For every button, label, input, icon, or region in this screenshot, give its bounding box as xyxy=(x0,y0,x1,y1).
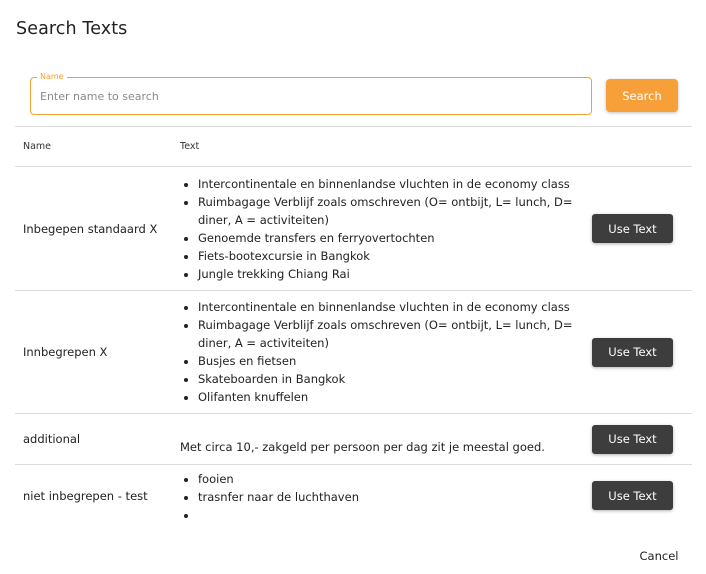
name-search-input[interactable] xyxy=(31,78,591,114)
row-action xyxy=(592,291,692,414)
row-name: additional xyxy=(15,414,172,465)
text-bullet-list xyxy=(180,298,592,406)
cancel-button[interactable]: Cancel xyxy=(630,545,688,567)
list-item: • Intercontinentale en binnenlandse vluchten in de economy class xyxy=(198,298,592,316)
dialog-title: Search Texts xyxy=(16,19,128,39)
use-text-button[interactable]: Use Text xyxy=(592,481,673,510)
table-row xyxy=(15,465,692,527)
list-item xyxy=(198,506,592,524)
row-action xyxy=(592,414,692,465)
table-row xyxy=(15,414,692,465)
table-row xyxy=(15,291,692,414)
list-item: • Genoemde transfers en ferryovertochten xyxy=(198,229,592,247)
column-header-action xyxy=(592,127,692,167)
table-header-row xyxy=(15,127,692,167)
use-text-button[interactable]: Use Text xyxy=(592,425,673,454)
row-text xyxy=(172,167,592,291)
text-paragraph: Met circa 10,- zakgeld per persoon per dag zit je meestal goed. xyxy=(180,440,545,454)
row-text xyxy=(172,291,592,414)
name-search-field[interactable] xyxy=(30,72,592,115)
list-item: • Ruimbagage Verblijf zoals omschreven (O= ontbijt, L= lunch, D= diner, A = activiteiten) xyxy=(198,316,592,352)
list-item: • Ruimbagage Verblijf zoals omschreven (O= ontbijt, L= lunch, D= diner, A = activiteiten) xyxy=(198,193,592,229)
list-item: • Fiets-bootexcursie in Bangkok xyxy=(198,247,592,265)
row-name: Inbegepen standaard X xyxy=(15,167,172,291)
row-action xyxy=(592,167,692,291)
row-name: Innbegrepen X xyxy=(15,291,172,414)
text-bullet-list xyxy=(180,468,592,524)
row-text xyxy=(172,414,592,465)
list-item: • fooien xyxy=(198,470,592,488)
name-field-label: Name xyxy=(37,71,67,83)
row-text xyxy=(172,465,592,527)
list-item: • Jungle trekking Chiang Rai xyxy=(198,265,592,283)
column-header-text: Text xyxy=(172,127,592,167)
list-item: • trasnfer naar de luchthaven xyxy=(198,488,592,506)
row-name: niet inbegrepen - test xyxy=(23,488,148,503)
text-bullet-list xyxy=(180,175,592,283)
table-row xyxy=(15,167,692,291)
column-header-name: Name xyxy=(15,127,172,167)
list-item: • Intercontinentale en binnenlandse vluchten in de economy class xyxy=(198,175,592,193)
row-action xyxy=(592,465,692,527)
use-text-button[interactable]: Use Text xyxy=(592,338,673,367)
use-text-button[interactable]: Use Text xyxy=(592,214,673,243)
list-item: • Olifanten knuffelen xyxy=(198,388,592,406)
list-item: • Skateboarden in Bangkok xyxy=(198,370,592,388)
search-button[interactable]: Search xyxy=(606,79,678,112)
list-item: • Busjes en fietsen xyxy=(198,352,592,370)
texts-table xyxy=(15,126,692,527)
